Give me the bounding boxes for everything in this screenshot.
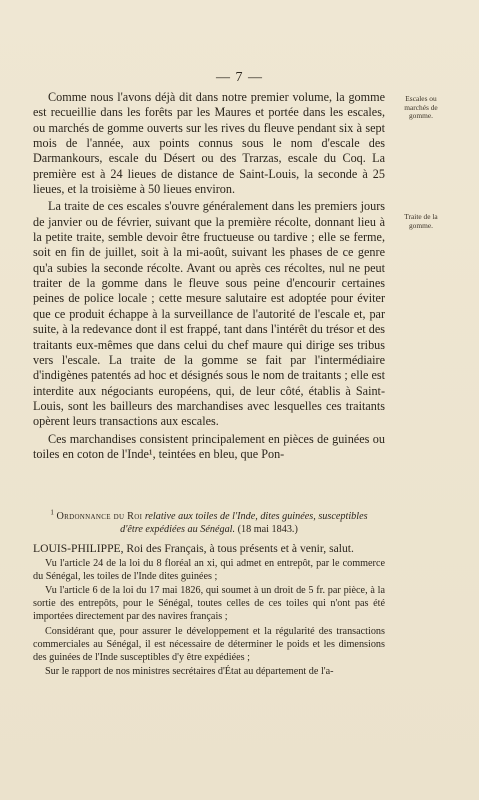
main-text bbox=[33, 90, 385, 462]
paragraph-escales: Comme nous l'avons déjà dit dans notre premier volume, la gomme est recueillie dans les forêts par les Maures et portée dans les escales, ou marchés de gomme ouverts sur les rives du fleuve pendant six à sept mois de l'année, aux points connus sous le nom d'escale des Darmankours, escale du Désert ou des Trarzas, escale du Coq. La première est à 24 lieues de distance de Saint-Louis, la seconde à 25 lieues, et la troisième à 50 lieues environ. bbox=[33, 90, 385, 197]
footnote-title-prefix: Ordonnance du Roi bbox=[56, 511, 143, 522]
footnote bbox=[33, 510, 385, 678]
margin-note-traite: Traite de la gomme. bbox=[404, 212, 438, 230]
page-number: — 7 — bbox=[216, 70, 263, 85]
paragraph-marchandises: Ces marchandises consistent principalement en pièces de guinées ou toiles en coton de l'Inde¹, teintées en bleu, que Pon- bbox=[33, 431, 385, 461]
footnote-line-vu-article-24: Vu l'article 24 de la loi du 8 floréal an xi, qui admet en entrepôt, par le commerce du Sénégal, les toiles de l'Inde dites guinées ; bbox=[33, 557, 385, 582]
footnote-line-sur-le-rapport: Sur le rapport de nos ministres secrétaires d'État au département de l'a- bbox=[45, 666, 334, 678]
footnote-title-date: (18 mai 1843.) bbox=[237, 524, 298, 536]
footnote-mark: 1 bbox=[50, 508, 54, 517]
footnote-line-king: LOUIS-PHILIPPE, Roi des Français, à tous présents et à venir, salut. bbox=[33, 542, 354, 556]
footnote-line-considerant: Considérant que, pour assurer le développement et la régularité des transactions commerciales au Sénégal, il est nécessaire de déterminer le poids et les dimensions des guinées de l'Inde susceptibles d'y être expédiées ; bbox=[33, 625, 385, 664]
paragraph-traite: La traite de ces escales s'ouvre généralement dans les premiers jours de janvier ou de février, suivant que la première récolte, donnant lieu à la petite traite, semble devoir être fructueuse ou tardive ; elle se ferme, soit en fin de juillet, soit à la mi-août, suivant les phases de ce genre qu'a subies la seconde récolte. Avant ou après ces récoltes, nul ne peut traiter de la gomme dans le fleuve sous peine d'encourir certaines peines de police locale ; cette mesure salutaire est adoptée pour éviter que ce produit échappe à la surveillance de l'autorité de l'escale et, par suite, à la redevance dont il est frappé, tant dans l'intérêt du trésor et des traitants eux-mêmes que dans celui du chef maure qui dirige ses tribus vers l'escale. La traite de la gomme se fait par l'intermédiaire d'indigènes patentés ad hoc et désignés sous le nom de traitants ; elle est interdite aux négociants européens, qui, de leur côté, établis à Saint-Louis, sont les bailleurs des marchandises avec lesquelles ces traitants opèrent leurs transactions aux escales. bbox=[33, 199, 385, 429]
footnote-line-vu-article-6: Vu l'article 6 de la loi du 17 mai 1826, qui soumet à un droit de 5 fr. par pièce, à la sortie des entrepôts, pour le Sénégal, toutes celles de ces toiles qui n'ont pas été importées directement par des navires français ; bbox=[33, 585, 385, 623]
footnote-title-rest: relative aux toiles de l'Inde, dites guinées, susceptibles d'être expédiées au Sénégal. bbox=[120, 511, 368, 536]
footnote-title bbox=[33, 510, 385, 536]
margin-note-escales: Escales ou marchés de gomme. bbox=[404, 94, 438, 121]
